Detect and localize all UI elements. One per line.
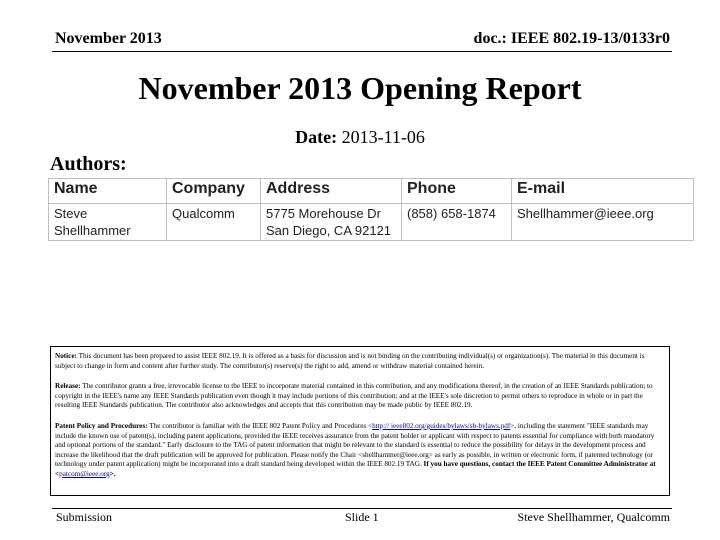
author-phone: (858) 658-1874 bbox=[402, 204, 512, 241]
footer-slide-number: Slide 1 bbox=[345, 510, 379, 524]
author-name: Steve Shellhammer bbox=[49, 204, 167, 241]
author-company: Qualcomm bbox=[167, 204, 261, 241]
author-address bbox=[261, 204, 402, 241]
address-line-1: 5775 Morehouse Dr bbox=[266, 206, 381, 221]
release-paragraph bbox=[55, 382, 664, 411]
address-line-2: San Diego, CA 92121 bbox=[266, 223, 392, 238]
column-header-name: Name bbox=[49, 179, 167, 204]
patent-text-1: The contributor is familiar with the IEEE 802 Patent Policy and Procedures < bbox=[147, 421, 373, 430]
footer-divider bbox=[52, 508, 672, 509]
column-header-company: Company bbox=[167, 179, 261, 204]
notice-paragraph bbox=[55, 352, 664, 371]
table-row bbox=[49, 204, 694, 241]
page-title: November 2013 Opening Report bbox=[138, 70, 582, 106]
abstract-box bbox=[50, 346, 670, 496]
author-email: Shellhammer@ieee.org bbox=[512, 204, 694, 241]
patent-paragraph bbox=[55, 422, 664, 480]
footer-submission: Submission bbox=[56, 510, 113, 524]
authors-table bbox=[48, 178, 694, 241]
authors-table-header-row bbox=[49, 179, 694, 204]
patent-contact-text: If you have questions, contact the IEEE Patent Committee Administrator at < bbox=[55, 460, 656, 478]
column-header-phone: Phone bbox=[402, 179, 512, 204]
date-line bbox=[0, 127, 720, 148]
header-divider bbox=[52, 51, 672, 52]
authors-label: Authors: bbox=[50, 153, 127, 175]
patent-end-text: >. bbox=[109, 469, 116, 478]
notice-text: This document has been prepared to assist IEEE 802.19. It is offered as a basis for discussion and is not binding on the contributing individual(s) or organization(s). The material in this document is subject to change in form and content after further study. The contributor(s) reserve(s) the right to add, amend or withdraw material contained herein. bbox=[55, 352, 645, 370]
date-label: Date: bbox=[295, 127, 338, 147]
release-label: Release: bbox=[55, 382, 81, 391]
patent-label: Patent Policy and Procedures: bbox=[55, 421, 148, 430]
patent-text-2: >, including the statement "IEEE standards may include the known use of patent(s), including patent applications, provided the IEEE receives assurance from the patent holder or applicant with respect to patents essential for compliance with both mandatory and optional portions of the standard." Early disclosure to the TAG of patent information that might be relevant to the standard is essential to reduce the possibility for delays in the development process and increase the likelihood that the draft publication will be approved for publication. Please notify the Chair <shellhammer@ieee.org> as early as possible, in written or electronic form, if patented technology (or technology under patent application) might be incorporated into a draft standard being developed within the IEEE 802.19 TAG. bbox=[55, 421, 655, 469]
patcom-email-link[interactable]: patcom@ieee.org bbox=[59, 469, 110, 478]
header-doc-id: doc.: IEEE 802.19-13/0133r0 bbox=[473, 30, 670, 47]
notice-label: Notice: bbox=[55, 352, 77, 360]
column-header-address: Address bbox=[261, 179, 402, 204]
footer-author: Steve Shellhammer, Qualcomm bbox=[517, 510, 670, 524]
column-header-email: E-mail bbox=[512, 179, 694, 204]
release-text: The contributor grants a free, irrevocable license to the IEEE to incorporate material contained in this contribution, and any modifications thereof, in the creation of an IEEE Standards publication; to copyright in the IEEE's name any IEEE Standards publication even though it may include portions of this contribution; and at the IEEE's sole discretion to permit others to reproduce in whole or in part the resulting IEEE Standards publication. The contributor also acknowledges and accepts that this contribution may be made public by IEEE 802.19. bbox=[55, 382, 653, 410]
header-date: November 2013 bbox=[55, 30, 162, 47]
date-value: 2013-11-06 bbox=[337, 127, 425, 147]
bylaws-link[interactable]: http:// ieee802.org/guides/bylaws/sb-bylaws.pdf bbox=[372, 421, 511, 430]
